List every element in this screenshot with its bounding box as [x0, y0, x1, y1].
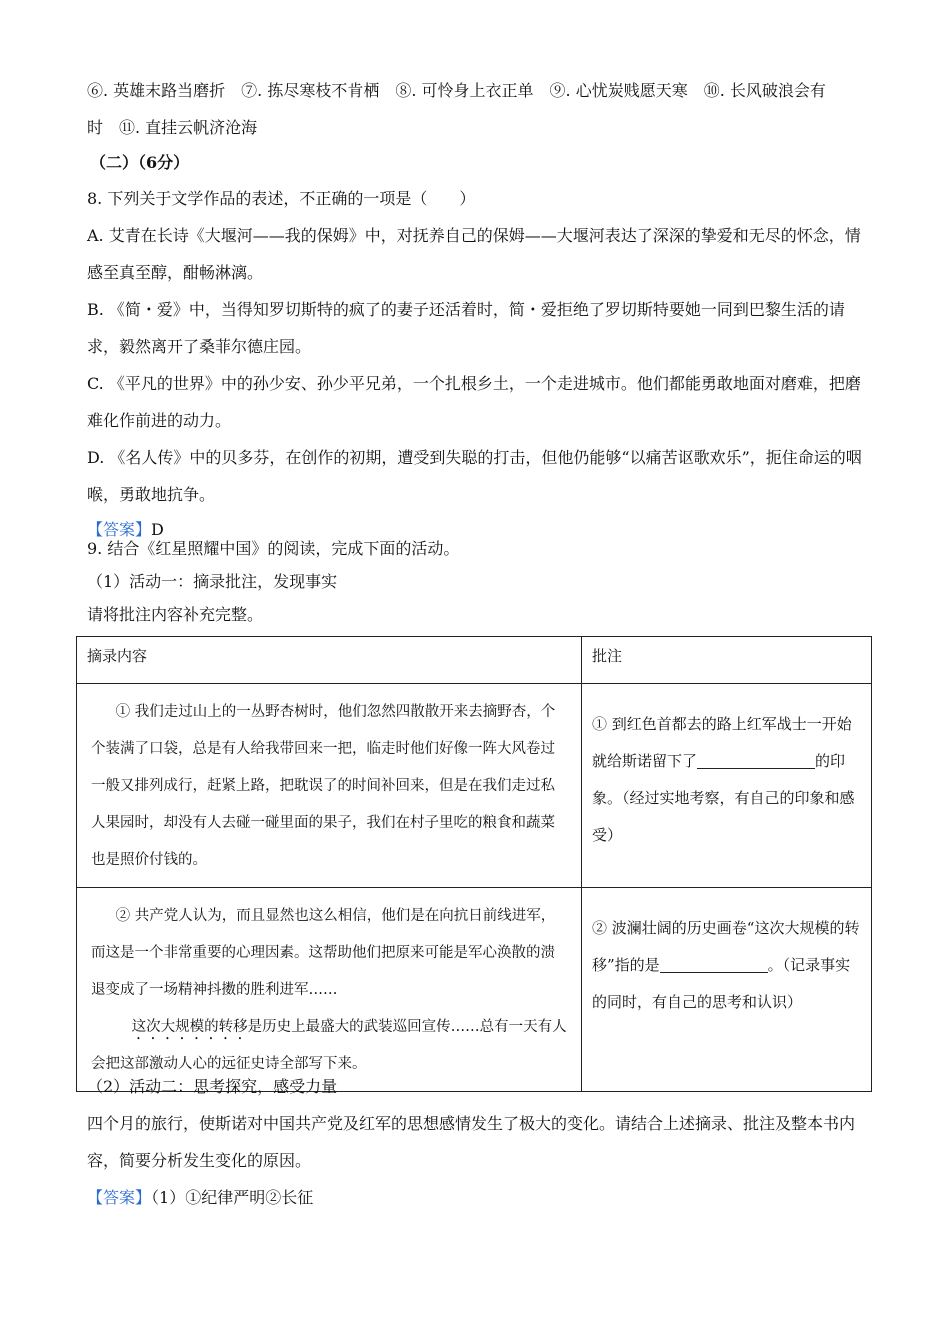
row1-note-cell: [582, 684, 872, 888]
header-excerpt: 摘录内容: [77, 637, 582, 684]
q8-option-a: A. 艾青在长诗《大堰河——我的保姆》中，对抚养自己的保姆——大堰河表达了深深的挚爱和无尽的怀念，情感至真至醇，酣畅淋漓。: [87, 226, 861, 282]
q9-activity-2: （2）活动二：思考探究，感受力量: [87, 1077, 338, 1096]
q9-instruction: 请将批注内容补充完整。: [87, 605, 264, 624]
answer-items-line-1: ⑥. 英雄末路当磨折 ⑦. 拣尽寒枝不肯栖 ⑧. 可怜身上衣正单 ⑨. 心忧炭贱愿天寒 ⑩. 长风破浪会有: [87, 81, 826, 100]
row2-excerpt-p2-rest: 是历史上最盛大的武装巡回宣传……总有一天有人会把这部激动人心的远征史诗全部写下来。: [91, 1019, 567, 1072]
q8-option-d: D. 《名人传》中的贝多芬，在创作的初期，遭受到失聪的打击，但他仍能够“以痛苦讴歌欢乐”，扼住命运的咽喉，勇敢地抗争。: [87, 448, 862, 504]
q9-activity-2-prompt: 四个月的旅行，使斯诺对中国共产党及红军的思想感情发生了极大的变化。请结合上述摘录、批注及整本书内容，简要分析发生变化的原因。: [87, 1114, 856, 1170]
answer-blank-1: [697, 753, 815, 769]
excerpt-table: [76, 636, 872, 1092]
row2-excerpt-p1: ② 共产党人认为，而且显然也这么相信，他们是在向抗日前线进军，而这是一个非常重要的心理因素。这帮助他们把原来可能是军心涣散的溃退变成了一场精神抖擞的胜利进军……: [91, 908, 556, 998]
q9-answer: [87, 1179, 867, 1216]
question-9-activity-2: [87, 1068, 867, 1216]
row2-note-pre: ② 波澜壮阔的历史画卷“这次大规模的转移”指的是: [592, 919, 860, 974]
table-header-row: [77, 637, 872, 684]
answer-items-line-2: 时 ⑪. 直挂云帆济沧海: [87, 118, 258, 137]
header-note: 批注: [582, 637, 872, 684]
row1-note-post: 的印象。（经过实地考察，有自己的印象和感受）: [592, 752, 855, 844]
emphasized-phrase: 这次大规模的转移: [131, 1019, 248, 1035]
answer-label: 【答案】: [87, 520, 152, 539]
row1-excerpt-cell: [77, 684, 582, 888]
table-row: [77, 684, 872, 888]
answer-value: D: [151, 520, 164, 539]
answer-value: （1）①纪律严明②长征: [151, 1188, 314, 1207]
row1-note-pre: ① 到红色首都去的路上红军战士一开始就给斯诺留下了: [592, 715, 852, 770]
question-8: [87, 180, 867, 548]
q9-stem: 9. 结合《红星照耀中国》的阅读，完成下面的活动。: [87, 539, 460, 558]
q8-option-b: B. 《简・爱》中，当得知罗切斯特的疯了的妻子还活着时，简・爱拒绝了罗切斯特要她一同到巴黎生活的请求，毅然离开了桑菲尔德庄园。: [87, 300, 845, 356]
row1-excerpt: ① 我们走过山上的一丛野杏树时，他们忽然四散散开来去摘野杏，个个装满了口袋，总是有人给我带回来一把，临走时他们好像一阵大风卷过一般又排列成行，赶紧上路，把耽误了的时间补回来，但是在我们走过私人果园时，却没有人去碰一碰里面的果子，我们在村子里吃的粮食和蔬菜也是照价付钱的。: [91, 704, 556, 868]
answer-label: 【答案】: [87, 1188, 152, 1207]
q9-activity-1: （1）活动一：摘录批注，发现事实: [87, 572, 338, 591]
table-row: [77, 888, 872, 1092]
answer-blank-2: [660, 957, 768, 973]
row2-excerpt-cell: [77, 888, 582, 1092]
section-heading: （二）（6分）: [90, 153, 190, 172]
q8-option-c: C. 《平凡的世界》中的孙少安、孙少平兄弟，一个扎根乡土，一个走进城市。他们都能勇敢地面对磨难，把磨难化作前进的动力。: [87, 374, 861, 430]
question-9-intro: [87, 530, 867, 633]
previous-answers: [87, 72, 867, 146]
q8-stem: 8. 下列关于文学作品的表述，不正确的一项是（ ）: [87, 189, 476, 208]
row2-note-post: 。（记录事实的同时，有自己的思考和认识）: [592, 956, 851, 1011]
row2-note-cell: [582, 888, 872, 1092]
